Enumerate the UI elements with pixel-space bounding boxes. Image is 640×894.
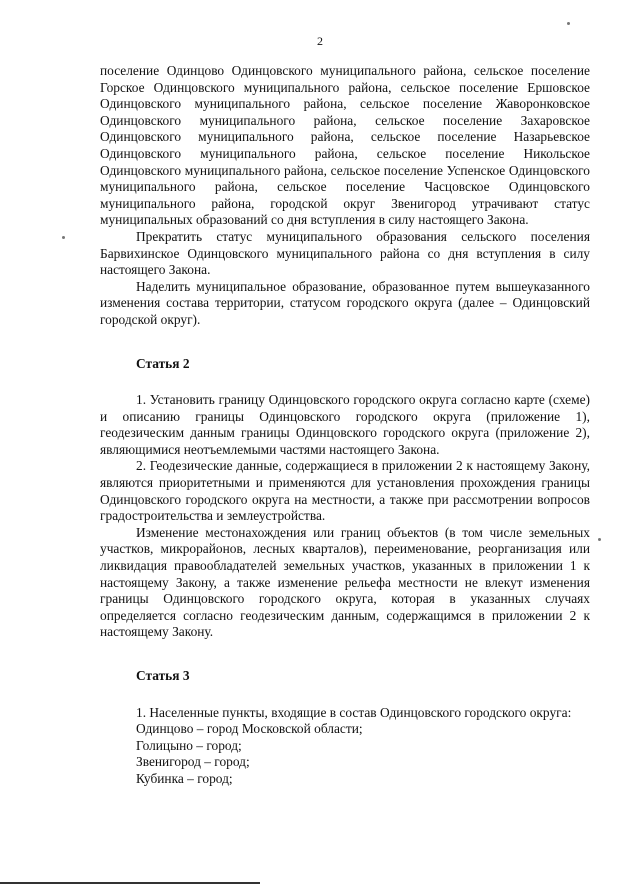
- article-2-paragraph-1: 1. Установить границу Одинцовского городского округа согласно карте (схеме) и описанию границы Одинцовского городского округа (приложение 1), геодезическим данным границы Одинцовского городского округа (приложение 2), являющимися неотъемлемыми частями настоящего Закона.: [100, 392, 590, 457]
- document-body: [100, 63, 590, 788]
- article-2-paragraph-3: Изменение местонахождения или границ объектов (в том числе земельных участков, микрорайонов, лесных кварталов), переименование, реорганизация или ликвидация правообладателей земельных участков, указанных в приложении 1 к настоящему Закону, а также изменение рельефа местности не влекут изменения границы Одинцовского городского округа, которая в указанных случаях определяется согласно геодезическим данным, содержащимся в приложении 2 к настоящему Закону.: [100, 524, 590, 640]
- article-2-heading: Статья 2: [136, 355, 190, 371]
- settlement-list-item: Кубинка – город;: [136, 770, 233, 786]
- page-number: 2: [317, 34, 323, 48]
- settlement-list-item: Голицыно – город;: [136, 737, 242, 753]
- scan-artifact-dot: [598, 538, 601, 541]
- paragraph-terminate-status: Прекратить статус муниципального образования сельского поселения Барвихинское Одинцовского муниципального района со дня вступления в силу настоящего Закона.: [100, 228, 590, 278]
- article-3-heading: Статья 3: [136, 668, 190, 683]
- settlement-list-item: Одинцово – город Московской области;: [136, 721, 363, 737]
- settlement-list-item: Звенигород – город;: [136, 754, 250, 770]
- scan-artifact-dot: [62, 236, 65, 239]
- article-3-paragraph-1: 1. Населенные пункты, входящие в состав Одинцовского городского округа:: [136, 704, 572, 720]
- paragraph-endow-status: Наделить муниципальное образование, образованное путем вышеуказанного изменения состава территории, статусом городского округа (далее – Одинцовский городской округ).: [100, 278, 590, 327]
- intro-paragraph: поселение Одинцово Одинцовского муниципального района, сельское поселение Горское Одинцовского муниципального района, сельское поселение Ершовское Одинцовского муниципального района, сельское поселение Жаворонковское Одинцовского муниципального района, сельское поселение Захаровское Одинцовского муниципального района, сельское поселение Назарьевское Одинцовского муниципального района, сельское поселение Никольское Одинцовского муниципального района, сельское поселение Успенское Одинцовского муниципального района, сельское поселение Часцовское Одинцовского муниципального района, городской округ Звенигород утрачивают статус муниципальных образований со дня вступления в силу настоящего Закона.: [100, 63, 590, 228]
- scan-artifact-line: [0, 882, 260, 884]
- scan-artifact-dot: [567, 22, 570, 25]
- article-2-paragraph-2: 2. Геодезические данные, содержащиеся в приложении 2 к настоящему Закону, являются приоритетными и применяются для установления прохождения границы Одинцовского городского округа на местности, а также при рассмотрении вопросов градостроительства и землеустройства.: [100, 458, 590, 524]
